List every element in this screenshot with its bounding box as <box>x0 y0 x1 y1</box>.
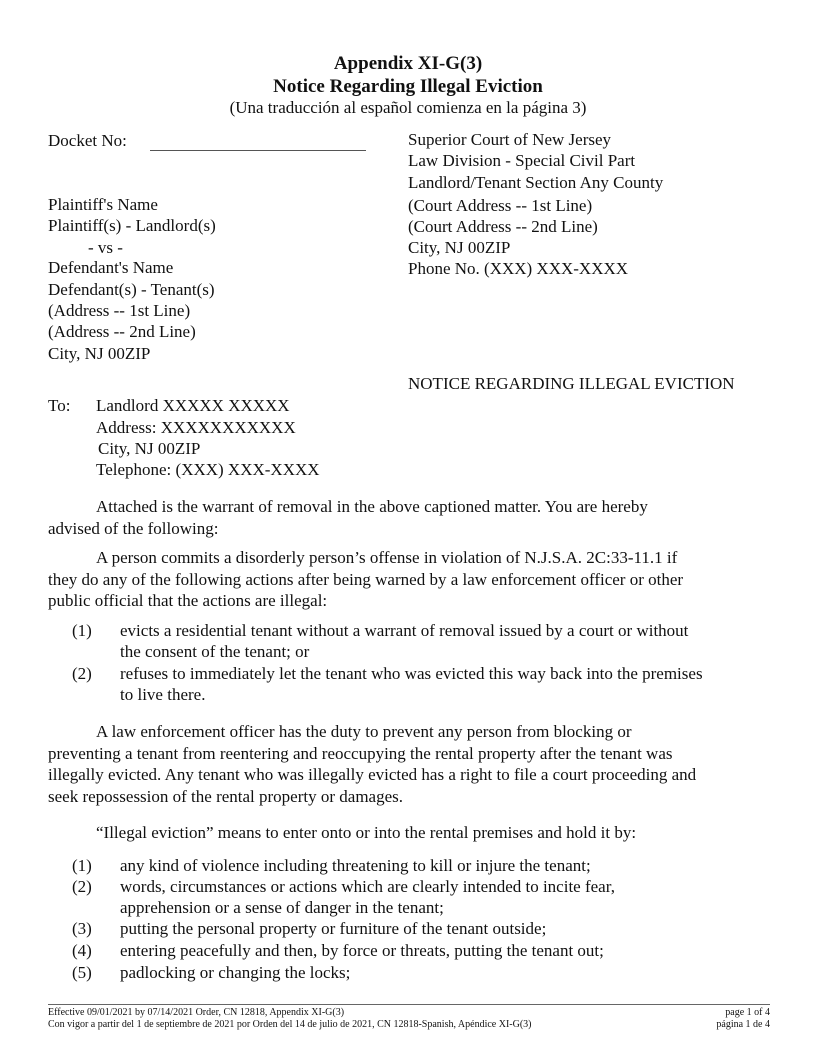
list-number: (4) <box>72 941 92 960</box>
translation-note: (Una traducción al español comienza en la página 3) <box>229 98 587 117</box>
party-line: Defendant's Name <box>48 258 174 277</box>
to-line: Landlord XXXXX XXXXX <box>96 396 290 415</box>
list-item: words, circumstances or actions which are clearly intended to incite fear, <box>120 877 615 896</box>
footer-effective-spanish: Con vigor a partir del 1 de septiembre de 2021 por Orden del 14 de julio de 2021, CN 12818-Spanish, Apéndice XI-G(3) <box>48 1019 532 1030</box>
list-number: (2) <box>72 664 92 683</box>
to-line: City, NJ 00ZIP <box>98 439 201 458</box>
paragraph-line: seek repossession of the rental property or damages. <box>48 787 403 806</box>
court-line: City, NJ 00ZIP <box>408 238 511 257</box>
notice-title: Notice Regarding Illegal Eviction <box>273 76 543 97</box>
party-line: Plaintiff's Name <box>48 195 158 214</box>
party-line: Plaintiff(s) - Landlord(s) <box>48 216 216 235</box>
footer-page-number: page 1 of 4 <box>725 1007 770 1018</box>
footer-page-number-spanish: página 1 de 4 <box>716 1019 770 1030</box>
paragraph-line: public official that the actions are illegal: <box>48 591 328 610</box>
list-item: evicts a residential tenant without a warrant of removal issued by a court or without <box>120 621 689 640</box>
court-line: (Court Address -- 1st Line) <box>408 196 593 215</box>
list-item: refuses to immediately let the tenant who was evicted this way back into the premises <box>120 664 703 683</box>
court-phone: Phone No. (XXX) XXX-XXXX <box>408 259 629 278</box>
list-number: (2) <box>72 877 92 896</box>
party-line: (Address -- 1st Line) <box>48 301 191 320</box>
notice-heading: NOTICE REGARDING ILLEGAL EVICTION <box>408 374 735 393</box>
list-item: apprehension or a sense of danger in the tenant; <box>120 898 444 917</box>
paragraph-line: they do any of the following actions after being warned by a law enforcement officer or other <box>48 570 684 589</box>
court-line: (Court Address -- 2nd Line) <box>408 217 598 236</box>
court-line: Landlord/Tenant Section Any County <box>408 173 664 192</box>
list-number: (1) <box>72 856 92 875</box>
court-line: Law Division - Special Civil Part <box>408 151 636 170</box>
docket-number-line <box>150 150 366 151</box>
court-line: Superior Court of New Jersey <box>408 130 612 149</box>
list-item: putting the personal property or furniture of the tenant outside; <box>120 919 547 938</box>
party-line: City, NJ 00ZIP <box>48 344 151 363</box>
list-number: (1) <box>72 621 92 640</box>
list-number: (3) <box>72 919 92 938</box>
footer-divider <box>48 1004 770 1005</box>
to-label: To: <box>48 396 71 415</box>
appendix-title: Appendix XI-G(3) <box>333 53 483 74</box>
list-item: the consent of the tenant; or <box>120 642 310 661</box>
to-line: Address: XXXXXXXXXXX <box>96 418 296 437</box>
list-item: padlocking or changing the locks; <box>120 963 351 982</box>
list-number: (5) <box>72 963 92 982</box>
list-item: to live there. <box>120 685 206 704</box>
paragraph-line: “Illegal eviction” means to enter onto or into the rental premises and hold it by: <box>96 823 637 842</box>
list-item: any kind of violence including threatening to kill or injure the tenant; <box>120 856 591 875</box>
paragraph-line: A person commits a disorderly person’s offense in violation of N.J.S.A. 2C:33-11.1 if <box>96 548 678 567</box>
paragraph-line: A law enforcement officer has the duty to prevent any person from blocking or <box>96 722 632 741</box>
paragraph-line: preventing a tenant from reentering and reoccupying the rental property after the tenant was <box>48 744 673 763</box>
party-line: (Address -- 2nd Line) <box>48 322 196 341</box>
paragraph-line: Attached is the warrant of removal in the above captioned matter. You are hereby <box>96 497 648 516</box>
list-item: entering peacefully and then, by force or threats, putting the tenant out; <box>120 941 604 960</box>
party-line: Defendant(s) - Tenant(s) <box>48 280 215 299</box>
paragraph-line: advised of the following: <box>48 519 219 538</box>
paragraph-line: illegally evicted. Any tenant who was illegally evicted has a right to file a court proceeding and <box>48 765 697 784</box>
party-line: - vs - <box>88 238 123 257</box>
footer-effective: Effective 09/01/2021 by 07/14/2021 Order, CN 12818, Appendix XI-G(3) <box>48 1007 345 1018</box>
docket-label: Docket No: <box>48 131 127 150</box>
to-line: Telephone: (XXX) XXX-XXXX <box>96 460 320 479</box>
